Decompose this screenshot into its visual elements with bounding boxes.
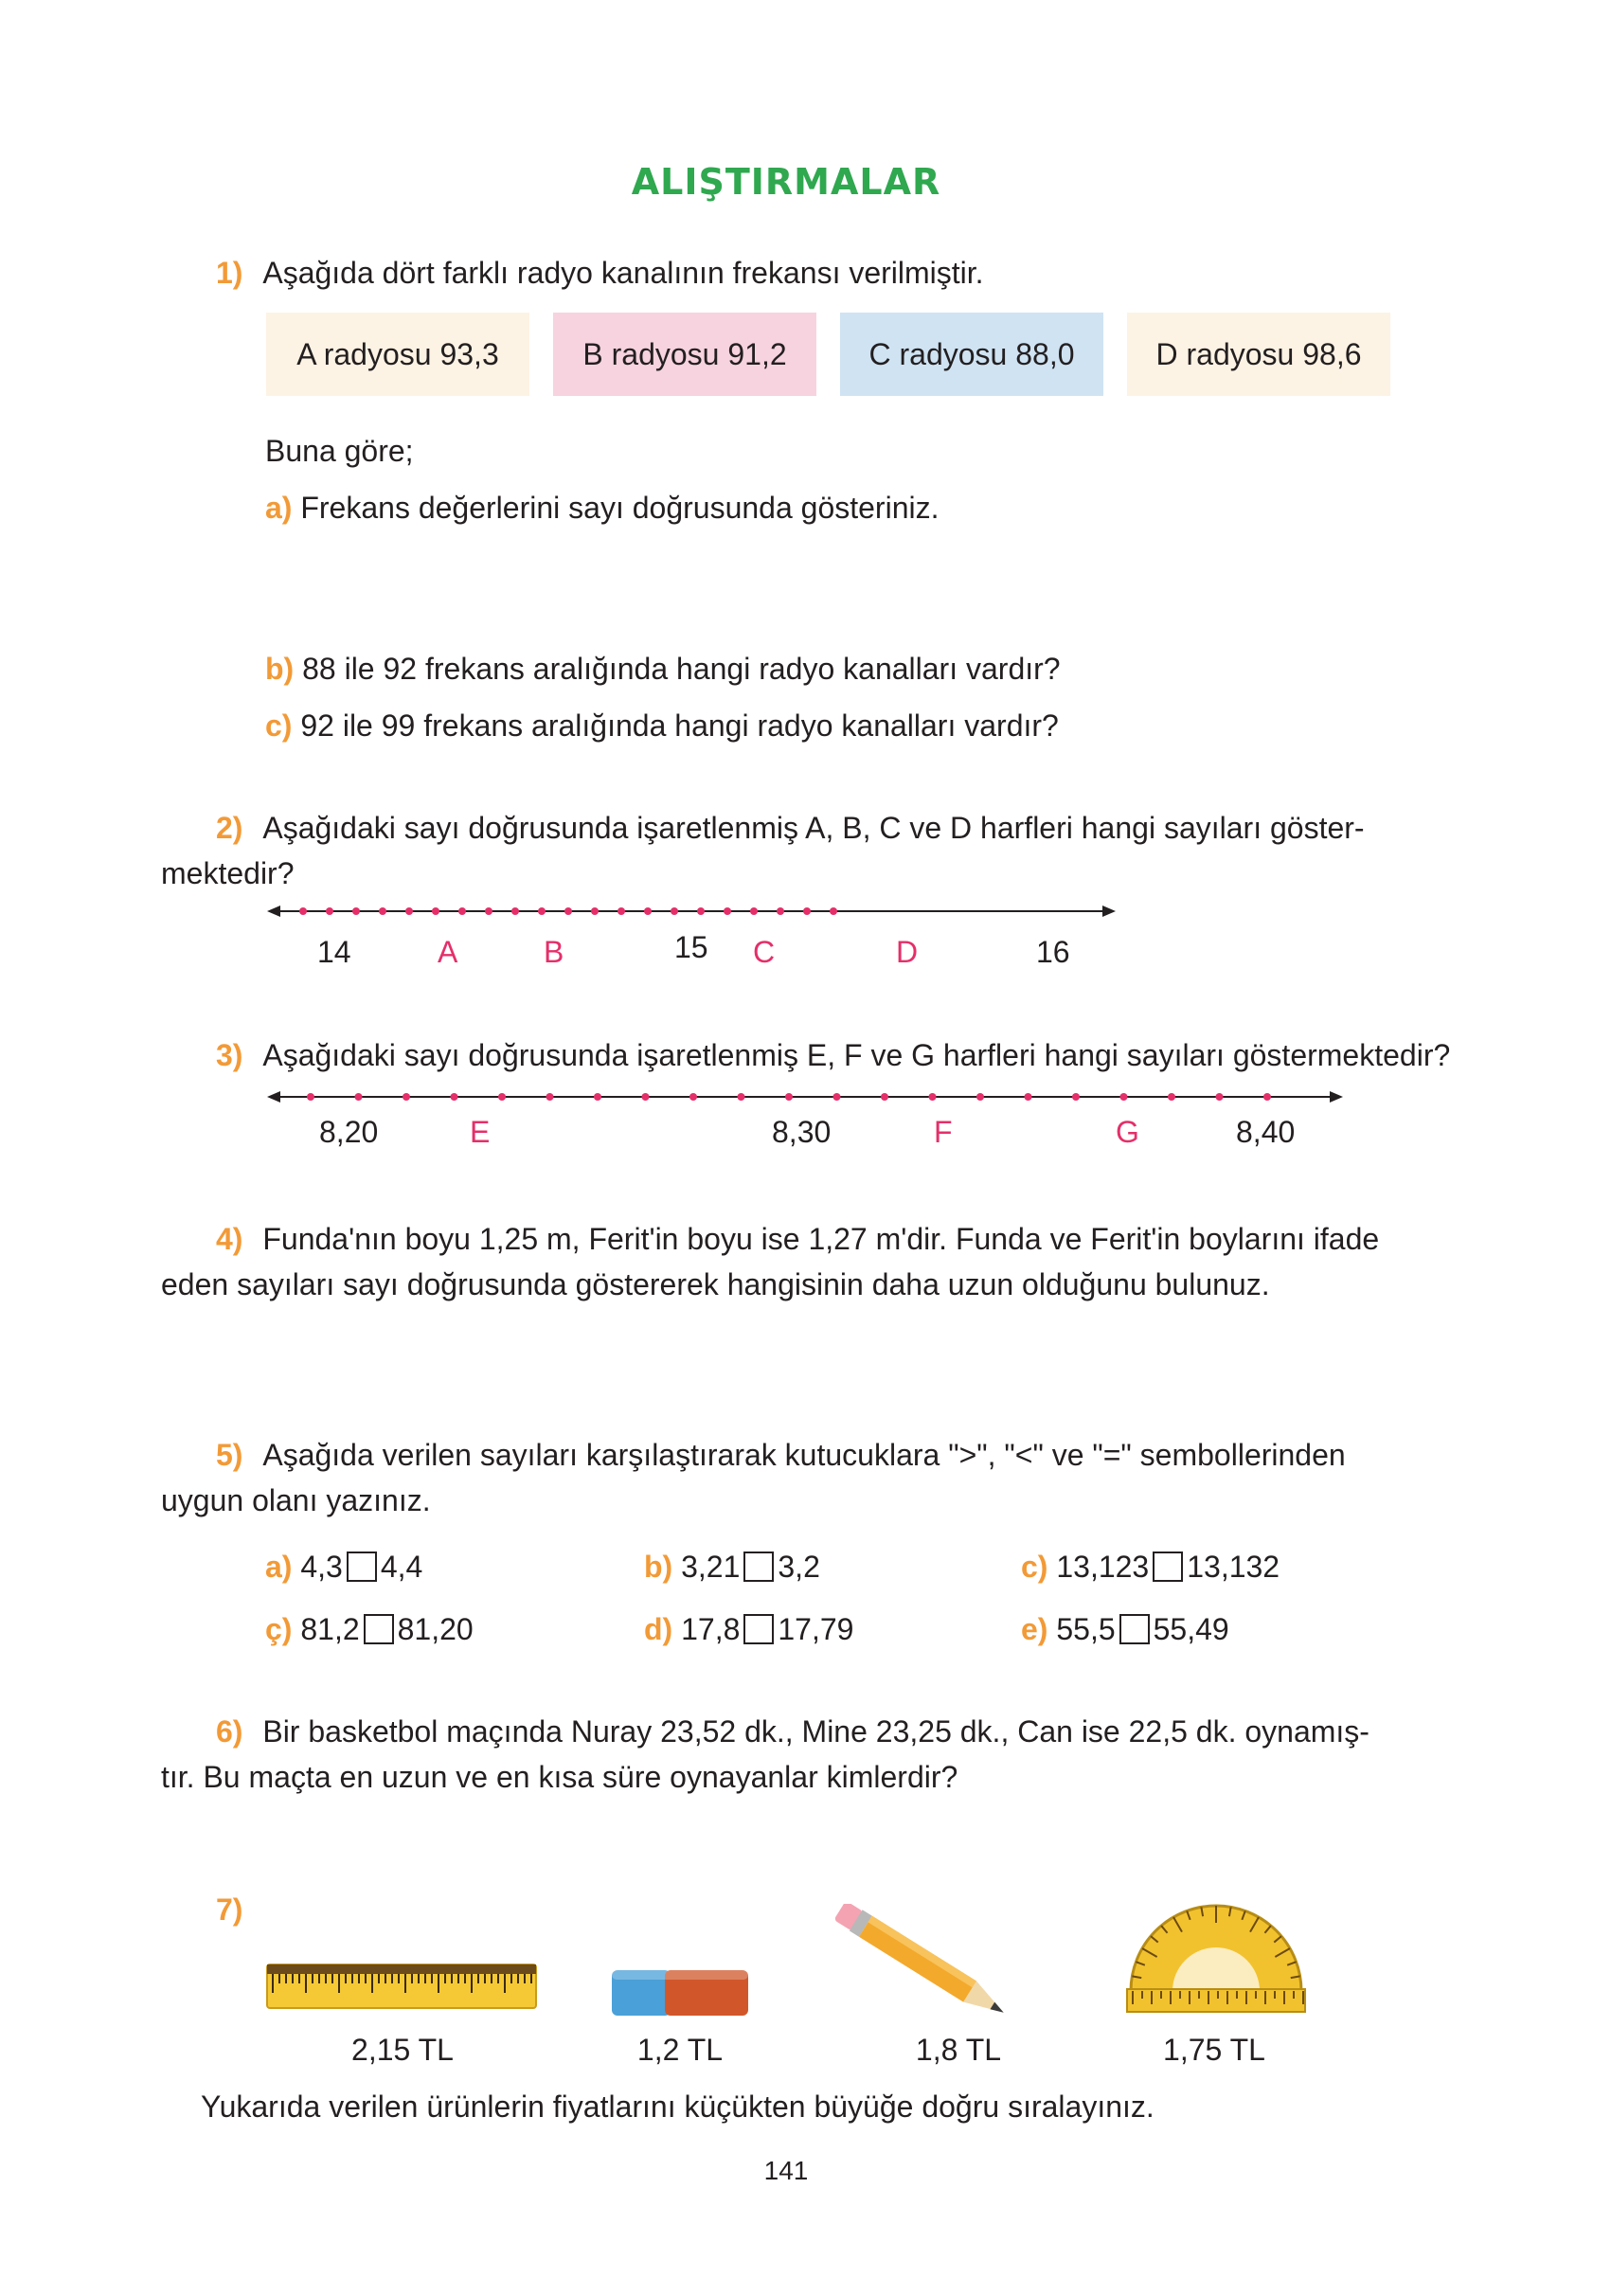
compare-right: 17,79	[778, 1612, 854, 1646]
number-line-dot	[830, 907, 837, 915]
number-line-dot	[1025, 1093, 1032, 1101]
number-line-dot	[777, 907, 784, 915]
question-3	[216, 1034, 1450, 1076]
compare-right: 3,2	[778, 1550, 820, 1584]
answer-box[interactable]	[1153, 1552, 1183, 1582]
question-number: 4)	[216, 1222, 243, 1256]
number-line-dot	[1263, 1093, 1271, 1101]
number-line-dot	[1072, 1093, 1080, 1101]
sub-label: b)	[265, 652, 295, 686]
question-4	[216, 1218, 1379, 1260]
number-line-dot	[1120, 1093, 1128, 1101]
compare-left: 81,2	[300, 1612, 360, 1646]
price-ruler: 2,15 TL	[351, 2033, 454, 2067]
sub-label: b)	[644, 1550, 673, 1584]
compare-right: 4,4	[380, 1550, 423, 1584]
q1-part-b	[265, 648, 1061, 690]
number-line-dot	[929, 1093, 937, 1101]
arrow-left-icon	[267, 906, 280, 917]
number-line-dot	[750, 907, 758, 915]
radio-d-label: D radyosu 98,6	[1155, 337, 1362, 371]
question-number: 7)	[216, 1892, 243, 1927]
nl2-label-B: B	[544, 935, 564, 969]
radio-b-box	[553, 313, 816, 396]
answer-box[interactable]	[364, 1614, 394, 1644]
number-line-dot	[594, 1093, 601, 1101]
compare-item-c	[1021, 1546, 1280, 1587]
question-text: Bir basketbol maçında Nuray 23,52 dk., Mine 23,25 dk., Can ise 22,5 dk. oynamış-	[262, 1714, 1369, 1749]
sub-label: c)	[265, 709, 293, 743]
number-line-dot	[405, 907, 413, 915]
compare-left: 4,3	[300, 1550, 343, 1584]
answer-box[interactable]	[1119, 1614, 1150, 1644]
sub-label: a)	[265, 1550, 293, 1584]
question-text: Funda'nın boyu 1,25 m, Ferit'in boyu ise 1,27 m'dir. Funda ve Ferit'in boylarını ifade	[262, 1222, 1380, 1256]
radio-c-label: C radyosu 88,0	[868, 337, 1075, 371]
question-number: 5)	[216, 1438, 243, 1472]
arrow-right-icon	[1102, 906, 1116, 917]
compare-item-a	[265, 1546, 422, 1587]
number-line-dot	[881, 1093, 888, 1101]
protractor-icon	[1123, 1894, 1309, 2018]
number-line-dot	[1168, 1093, 1175, 1101]
compare-left: 13,123	[1056, 1550, 1150, 1584]
sub-label: ç)	[265, 1612, 293, 1646]
radio-d-box	[1127, 313, 1390, 396]
compare-left: 55,5	[1056, 1612, 1116, 1646]
compare-right: 55,49	[1153, 1612, 1229, 1646]
nl3-label-8-20: 8,20	[319, 1115, 379, 1149]
question-6	[216, 1711, 1369, 1752]
page-number: 141	[763, 2156, 809, 2185]
question-4-cont: eden sayıları sayı doğrusunda göstererek hangisinin daha uzun olduğunu bulunuz.	[161, 1267, 1270, 1301]
number-line-dot	[432, 907, 439, 915]
question-2	[216, 807, 1365, 849]
compare-item-e	[1021, 1608, 1229, 1650]
number-line-dot	[326, 907, 333, 915]
radio-b-label: B radyosu 91,2	[582, 337, 787, 371]
number-line-dot	[451, 1093, 458, 1101]
number-line-dot	[738, 1093, 745, 1101]
question-text: Aşağıdaki sayı doğrusunda işaretlenmiş A, B, C ve D harfleri hangi sayıları göster-	[262, 811, 1365, 845]
number-line-dot	[833, 1093, 841, 1101]
question-text: Aşağıda dört farklı radyo kanalının frekansı verilmiştir.	[262, 256, 984, 290]
question-5-cont: uygun olanı yazınız.	[161, 1483, 431, 1517]
page-title: ALIŞTIRMALAR	[631, 161, 941, 203]
question-text: Aşağıdaki sayı doğrusunda işaretlenmiş E, F ve G harfleri hangi sayıları göstermektedir?	[262, 1038, 1451, 1072]
question-number: 6)	[216, 1714, 243, 1749]
question-5	[216, 1434, 1346, 1476]
number-line-dot	[644, 907, 652, 915]
nl3-label-F: F	[934, 1115, 953, 1149]
q1-part-a	[265, 487, 939, 529]
number-line-dot	[642, 1093, 650, 1101]
ruler-icon	[265, 1957, 540, 2014]
sub-label: d)	[644, 1612, 673, 1646]
nl2-label-C: C	[753, 935, 776, 969]
q1-part-c	[265, 705, 1059, 746]
price-protractor: 1,75 TL	[1163, 2033, 1265, 2067]
number-line-dot	[403, 1093, 410, 1101]
nl3-label-8-40: 8,40	[1236, 1115, 1296, 1149]
compare-item-d	[644, 1608, 853, 1650]
question-2-cont: mektedir?	[161, 856, 295, 890]
question-number: 2)	[216, 811, 243, 845]
sub-label: c)	[1021, 1550, 1048, 1584]
compare-left: 3,21	[681, 1550, 741, 1584]
answer-box[interactable]	[743, 1552, 774, 1582]
nl2-label-16: 16	[1036, 935, 1070, 969]
number-line-dot	[1216, 1093, 1224, 1101]
number-line-dot	[803, 907, 811, 915]
compare-item-b	[644, 1546, 820, 1587]
number-line-dot	[511, 907, 519, 915]
radio-a-box	[266, 313, 529, 396]
radio-c-box	[840, 313, 1103, 396]
sub-text: 92 ile 99 frekans aralığında hangi radyo kanalları vardır?	[300, 709, 1059, 743]
arrow-right-icon	[1330, 1091, 1343, 1103]
question-text: Aşağıda verilen sayıları karşılaştırarak kutucuklara ">", "<" ve "=" sembollerinden	[262, 1438, 1346, 1472]
nl2-label-A: A	[438, 935, 458, 969]
sub-label: e)	[1021, 1612, 1048, 1646]
number-line-dot	[352, 907, 360, 915]
radio-a-label: A radyosu 93,3	[296, 337, 499, 371]
number-line-dot	[689, 1093, 697, 1101]
number-line-dot	[538, 907, 546, 915]
question-7-text: Yukarıda verilen ürünlerin fiyatlarını küçükten büyüğe doğru sıralayınız.	[201, 2090, 1155, 2124]
question-1	[216, 252, 984, 294]
number-line-dot	[458, 907, 466, 915]
eraser-icon	[610, 1966, 750, 2019]
answer-box[interactable]	[743, 1614, 774, 1644]
number-line-dot	[724, 907, 731, 915]
number-line-dot	[785, 1093, 793, 1101]
answer-box[interactable]	[347, 1552, 377, 1582]
number-line-dot	[485, 907, 492, 915]
compare-left: 17,8	[681, 1612, 741, 1646]
nl3-label-E: E	[470, 1115, 491, 1149]
number-line-dot	[498, 1093, 506, 1101]
nl3-label-8-30: 8,30	[772, 1115, 832, 1149]
nl2-label-D: D	[896, 935, 919, 969]
compare-right: 13,132	[1187, 1550, 1280, 1584]
number-line-dot	[564, 907, 572, 915]
q1-intro: Buna göre;	[265, 434, 414, 468]
question-number: 3)	[216, 1038, 243, 1072]
number-line-dot	[976, 1093, 984, 1101]
compare-right: 81,20	[397, 1612, 474, 1646]
compare-item-cc	[265, 1608, 474, 1650]
nl2-label-15: 15	[674, 930, 708, 964]
nl2-label-14: 14	[317, 935, 351, 969]
number-line-dot	[546, 1093, 554, 1101]
number-line-dot	[307, 1093, 314, 1101]
number-line-dot	[299, 907, 307, 915]
number-line-dot	[671, 907, 678, 915]
number-line-dot	[355, 1093, 363, 1101]
question-6-cont: tır. Bu maçta en uzun ve en kısa süre oynayanlar kimlerdir?	[161, 1760, 958, 1794]
number-line-dot	[379, 907, 386, 915]
pencil-icon	[824, 1904, 1032, 2027]
nl3-label-G: G	[1116, 1115, 1139, 1149]
sub-text: Frekans değerlerini sayı doğrusunda gösteriniz.	[300, 491, 940, 525]
number-line-dot	[618, 907, 625, 915]
question-number: 1)	[216, 256, 243, 290]
sub-label: a)	[265, 491, 293, 525]
arrow-left-icon	[267, 1091, 280, 1103]
number-line-dot	[591, 907, 599, 915]
sub-text: 88 ile 92 frekans aralığında hangi radyo kanalları vardır?	[302, 652, 1061, 686]
price-eraser: 1,2 TL	[636, 2033, 724, 2067]
price-pencil: 1,8 TL	[915, 2033, 1002, 2067]
number-line-dot	[697, 907, 705, 915]
